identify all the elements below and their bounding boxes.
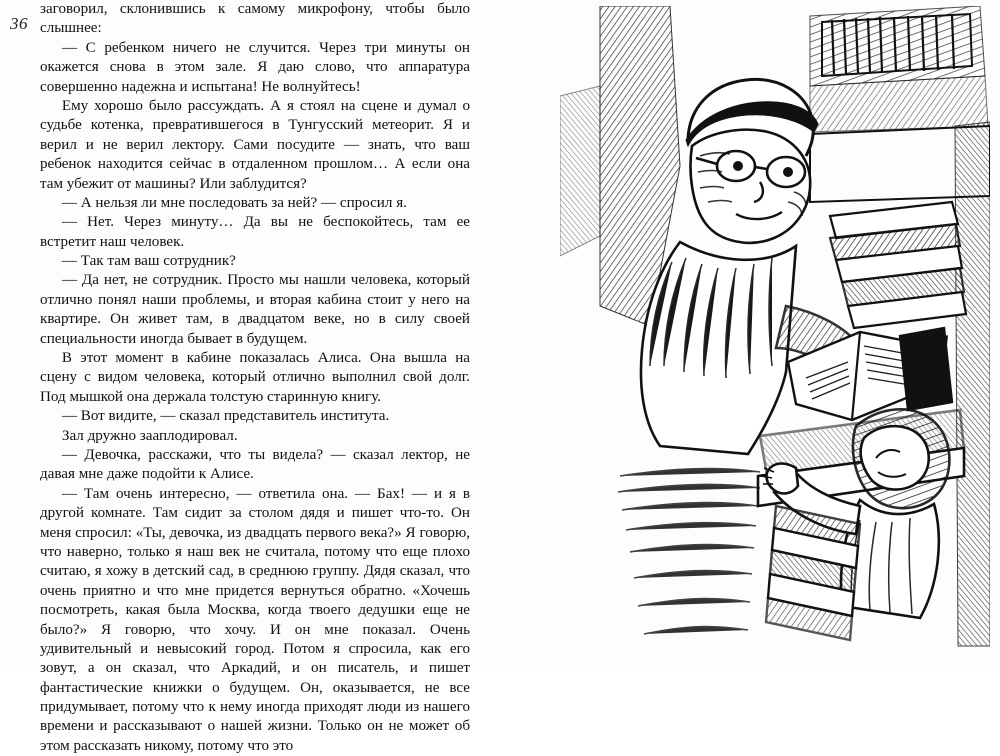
paragraph: — Девочка, расскажи, что ты видела? — сказал лектор, не давая мне даже подойти к Алисе. (40, 446, 470, 483)
svg-text:НА МАРСЕ: НА МАРСЕ (931, 334, 950, 401)
paragraph: — А нельзя ли мне последовать за ней? — спросил я. (61, 194, 407, 211)
paragraph: Зал дружно зааплодировал. (61, 427, 238, 444)
man-figure (686, 79, 818, 242)
paragraph: Ему хорошо было рассуждать. А я стоял на сцене и думал о судьбе котенка, превратившегося в Тунгусский метеорит. Я и верил и не верил лектору. Сами посудите — знать, что ваш ребенок находится сейчас в отдаленном прошлом… А если она там убежит от машины? Или заблудится? (40, 97, 470, 192)
paragraph: В этот момент в кабине показалась Алиса. Она вышла на сцену с видом человека, который отлично выполнил свой долг. Под мышкой она держала толстую старинную книгу. (40, 350, 470, 405)
page-number: 36 (10, 14, 28, 33)
paragraph: — Там очень интересно, — ответила она. — Бах! — и я в другой комнате. Там сидит за столом дядя и пишет что-то. Он меня спросил: «Ты, девочка, из двадцать первого века?» Я говорю, что наверно, только я наш век не считала, потому что еще плохо считаю, я хожу в детский сад, в среднюю группу. Дядя сказал, что очень приятно и что мне придется вернуться обратно. «Хочешь посмотреть, какая была Москва, когда твоего дедушки еще не было?» Я говорю, что хочу. И он мне показал. Очень удивительный и невысокий город. Потом я спросила, как его зовут, а он сказал, что Аркадий, и он писатель, и пишет фантастические книжки о будущем. Он, оказывается, не все придумывает, потому что к нему иногда приходят люди из нашего времени и рассказывают о нашей жизни. Только он не может об этом рассказать никому, потому что это (40, 485, 470, 754)
paragraph: — Нет. Через минуту… Да вы не беспокойтесь, там ее встретит наш человек. (40, 214, 470, 250)
body-text-column (40, 0, 470, 756)
paragraph: — С ребенком ничего не случится. Через три минуты он окажется снова в этом зале. Я даю слово, что аппаратура совершенно надежна и испытана! Не волнуйтесь! (40, 39, 470, 95)
book-stack-bottom (766, 506, 860, 640)
svg-text:ПЯТНА: ПЯТНА (916, 347, 937, 399)
paragraph: — Так там ваш сотрудник? (61, 253, 236, 270)
chapter-illustration (560, 6, 990, 660)
titled-book (900, 328, 952, 410)
book-stack-right (830, 202, 966, 328)
shelf-side-panel (955, 122, 990, 646)
floor-hatching (618, 469, 760, 634)
paragraph: — Вот видите, — сказал представитель института. (61, 408, 390, 425)
paragraph: заговорил, склонившись к самому микрофону, чтобы было слышнее: (40, 1, 470, 37)
paragraph: — Да нет, не сотрудник. Просто мы нашли человека, который отлично понял наши проблемы, и вторая кабина стоит у него на квартире. Он живет там, в двадцатом веке, но в силу своей специальности иногда бывает в будущем. (40, 272, 470, 347)
